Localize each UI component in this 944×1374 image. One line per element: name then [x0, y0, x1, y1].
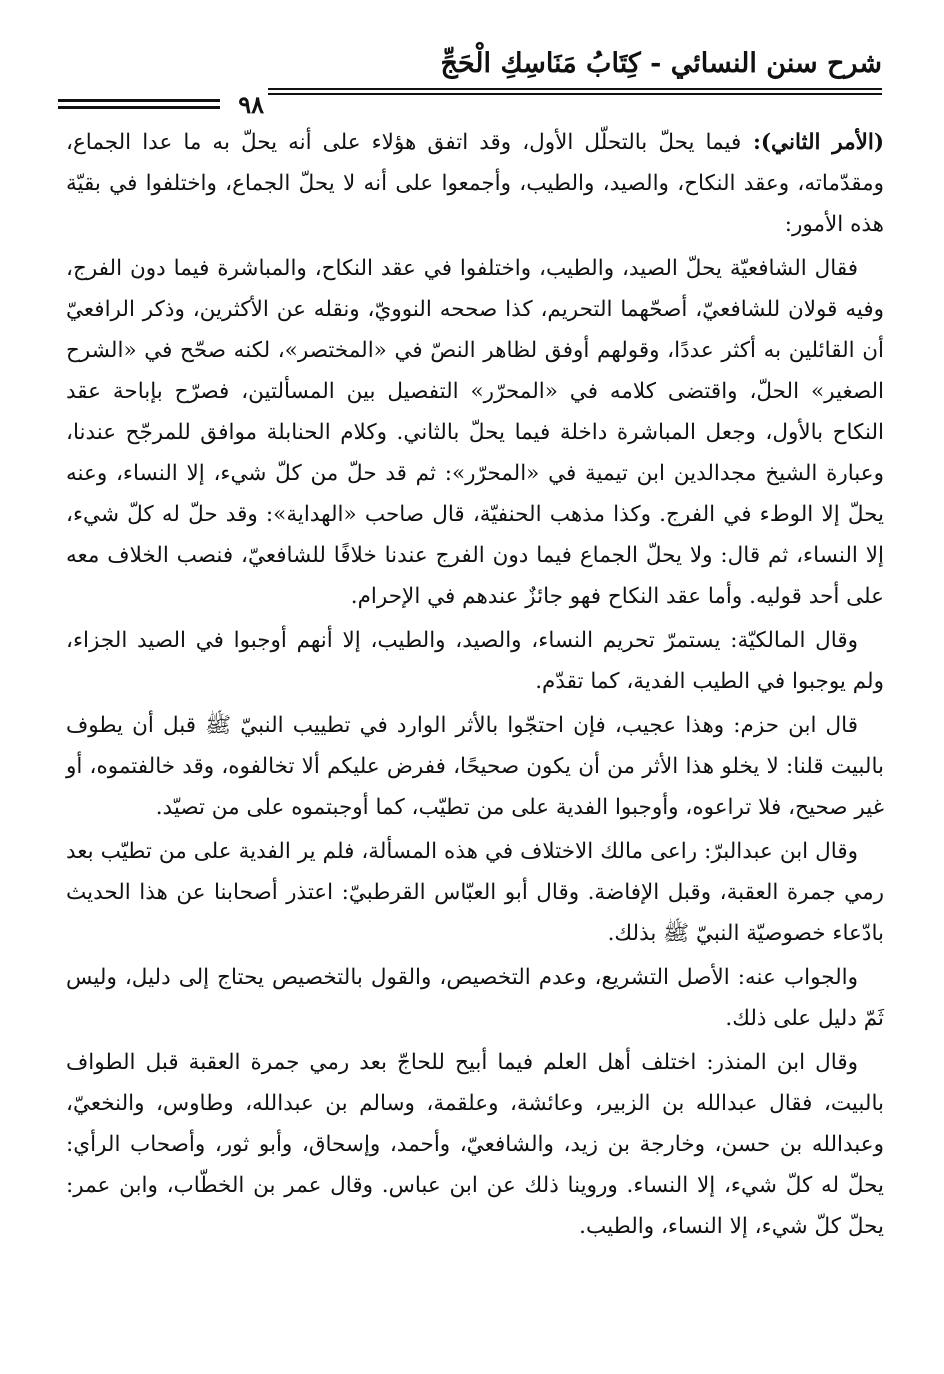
paragraph-text: والجواب عنه: الأصل التشريع، وعدم التخصيص، والقول بالتخصيص يحتاج إلى دليل، وليس ثَمّ دليل على ذلك.	[66, 965, 884, 1031]
body-text	[66, 122, 884, 1250]
paragraph-text: فيما يحلّ بالتحلّل الأول، وقد اتفق هؤلاء على أنه يحلّ به ما عدا الجماع، ومقدّماته، وعقد النكاح، والصيد، والطيب، وأجمعوا على أنه لا يحلّ الجماع، واختلفوا في بقيّة هذه الأمور:	[66, 130, 884, 237]
page-number-rule	[58, 99, 220, 109]
page-number-box	[58, 86, 268, 122]
paragraph-5	[66, 831, 884, 954]
paragraph-text: وقال المالكيّة: يستمرّ تحريم النساء، والصيد، والطيب، إلا أنهم أوجبوا في الصيد الجزاء، ولم يوجبوا في الطيب الفدية، كما تقدّم.	[66, 628, 884, 694]
paragraph-6	[66, 957, 884, 1039]
paragraph-lead: (الأمر الثاني):	[741, 130, 884, 155]
running-title: شرح سنن النسائي - كِتَابُ مَنَاسِكِ الْحَجِّ	[440, 48, 882, 79]
page-number: ٩٨	[238, 89, 264, 119]
paragraph-text: قال ابن حزم: وهذا عجيب، فإن احتجّوا بالأثر الوارد في تطييب النبيّ ﷺ قبل أن يطوف بالبيت قلنا: لا يخلو هذا الأثر من أن يكون صحيحًا، ففرض عليكم ألا تخالفوه، وقد خالفتموه، أو غير صحيح، فلا تراعوه، وأوجبوا الفدية على من تطيّب، كما أوجبتموه على من تصيّد.	[66, 713, 884, 820]
paragraph-2	[66, 248, 884, 617]
paragraph-text: وقال ابن عبدالبرّ: راعى مالك الاختلاف في هذه المسألة، فلم ير الفدية على من تطيّب بعد رمي جمرة العقبة، وقبل الإفاضة. وقال أبو العبّاس القرطبيّ: اعتذر أصحابنا عن هذا الحديث بادّعاء خصوصيّة النبيّ ﷺ بذلك.	[66, 839, 884, 946]
paragraph-4	[66, 705, 884, 828]
paragraph-1	[66, 122, 884, 245]
paragraph-text: فقال الشافعيّة يحلّ الصيد، والطيب، واختلفوا في عقد النكاح، والمباشرة فيما دون الفرج، وفيه قولان للشافعيّ، أصحّهما التحريم، كذا صححه النوويّ، ونقله عن الأكثرين، وذكر الرافعيّ أن القائلين به أكثر عددًا، وقولهم أوفق لظاهر النصّ في «المختصر»، لكنه صحّح في «الشرح الصغير» الحلّ، واقتضى كلامه في «المحرّر» التفصيل بين المسألتين، فصرّح بإباحة عقد النكاح بالأول، وجعل المباشرة داخلة فيما يحلّ بالثاني. وكلام الحنابلة موافق للمرجّح عندنا، وعبارة الشيخ مجدالدين ابن تيمية في «المحرّر»: ثم قد حلّ من كلّ شيء، إلا النساء، وعنه يحلّ إلا الوطء في الفرج. وكذا مذهب الحنفيّة، قال صاحب «الهداية»: وقد حلّ له كلّ شيء، إلا النساء، ثم قال: ولا يحلّ الجماع فيما دون الفرج عندنا خلافًا للشافعيّ، فنصب الخلاف معه على أحد قوليه. وأما عقد النكاح فهو جائزٌ عندهم في الإحرام.	[66, 256, 885, 609]
paragraph-text: وقال ابن المنذر: اختلف أهل العلم فيما أبيح للحاجّ بعد رمي جمرة العقبة قبل الطواف بالبيت، فقال عبدالله بن الزبير، وعائشة، وعلقمة، وسالم بن عبدالله، وطاوس، والنخعيّ، وعبدالله بن حسن، وخارجة بن زيد، والشافعيّ، وأحمد، وإسحاق، وأبو ثور، وأصحاب الرأي: يحلّ له كلّ شيء، إلا النساء. وروينا ذلك عن ابن عباس. وقال عمر بن الخطّاب، وابن عمر: يحلّ كلّ شيء، إلا النساء، والطيب.	[66, 1050, 884, 1239]
paragraph-7	[66, 1042, 884, 1247]
paragraph-3	[66, 620, 884, 702]
